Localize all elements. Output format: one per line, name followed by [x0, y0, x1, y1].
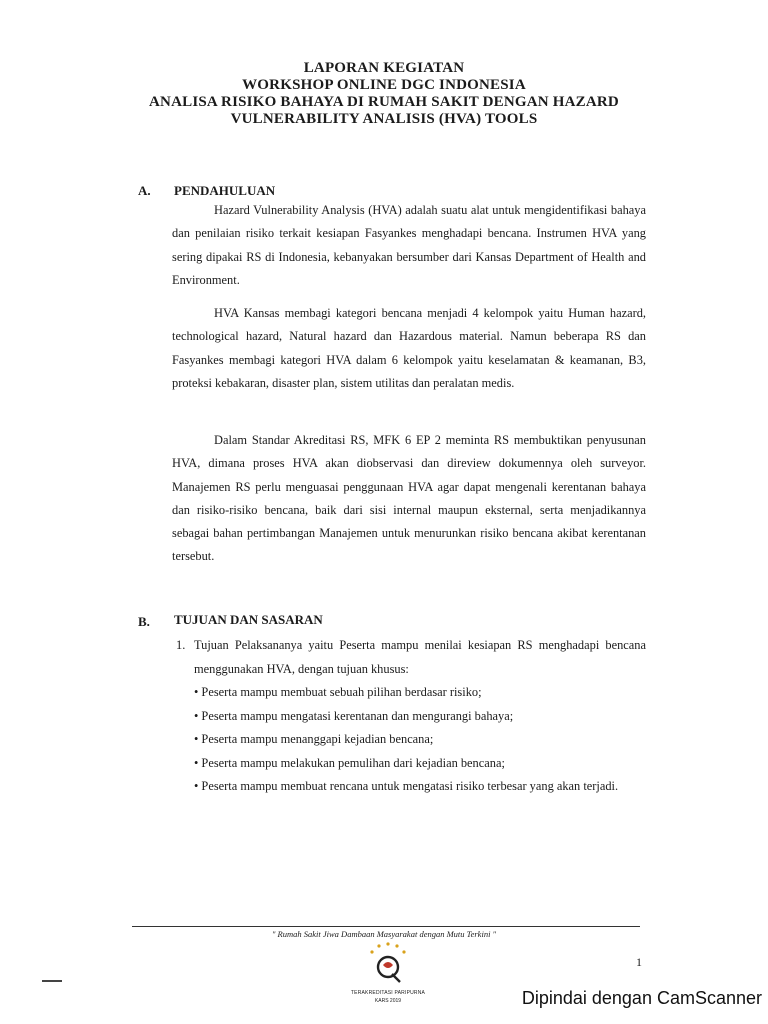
section-b-heading: TUJUAN DAN SASARAN [174, 612, 323, 627]
objective-intro: Tujuan Pelaksananya yaitu Peserta mampu menilai kesiapan RS menghadapi bencana menggunakan HVA, dengan tujuan khusus: [194, 638, 646, 676]
page-number: 1 [636, 955, 642, 969]
accreditation-logo-icon [364, 941, 412, 987]
title-line-3: ANALISA RISIKO BAHAYA DI RUMAH SAKIT DENGAN HAZARD [149, 94, 619, 110]
scanner-watermark: Dipindai dengan CamScanner [521, 988, 762, 1008]
logo-year: KARS 2019 [374, 998, 402, 1004]
section-a-paragraph-1: Hazard Vulnerability Analysis (HVA) adalah suatu alat untuk mengidentifikasi bahaya dan penilaian risiko terkait kesiapan Fasyankes menghadapi bencana. Instrumen HVA yang sering dipakai RS di Indonesia, kebanyakan bersumber dari Kansas Department of Health and Environment. [172, 203, 646, 287]
title-line-2: WORKSHOP ONLINE DGC INDONESIA [242, 77, 526, 93]
objective-body [194, 634, 646, 799]
objective-bullet: • Peserta mampu membuat sebuah pilihan berdasar risiko; [194, 685, 482, 699]
section-a-paragraph-3: Dalam Standar Akreditasi RS, MFK 6 EP 2 meminta RS membuktikan penyusunan HVA, dimana proses HVA akan diobservasi dan direview dokumennya oleh surveyor. Manajemen RS perlu menguasai penggunaan HVA agar dapat mengenali kerentanan bahaya dan risiko-risiko bencana, baik dari sisi internal maupun eksternal, serta menjadikannya sebagai bahan pertimbangan Manajemen untuk menurunkan risiko bencana akibat kerentanan tersebut. [172, 433, 646, 564]
document-title [0, 60, 768, 128]
title-line-4: VULNERABILITY ANALISIS (HVA) TOOLS [230, 111, 538, 127]
section-a-heading: PENDAHULUAN [174, 183, 276, 198]
objective-number: 1. [176, 638, 186, 652]
objective-bullet: • Peserta mampu membuat rencana untuk mengatasi risiko terbesar yang akan terjadi. [194, 779, 619, 793]
footer-divider [132, 926, 640, 927]
section-a-letter: A. [138, 183, 151, 198]
footer-motto: " Rumah Sakit Jiwa Dambaan Masyarakat dengan Mutu Terkini " [271, 929, 497, 939]
objective-bullet: • Peserta mampu melakukan pemulihan dari kejadian bencana; [194, 755, 505, 770]
section-a-paragraph-2: HVA Kansas membagi kategori bencana menjadi 4 kelompok yaitu Human hazard, technological hazard, Natural hazard dan Hazardous material. Namun beberapa RS dan Fasyankes membagi kategori HVA dalam 6 kelompok yaitu keselamatan & keamanan, B3, proteksi kebakaran, disaster plan, sistem utilitas dan peralatan medis. [172, 306, 646, 390]
title-line-1: LAPORAN KEGIATAN [303, 60, 465, 76]
section-b-letter: B. [138, 614, 150, 629]
logo-caption: TERAKREDITASI PARIPURNA [350, 990, 426, 996]
scan-edge-mark [42, 980, 62, 982]
objective-bullet: • Peserta mampu menanggapi kejadian bencana; [194, 732, 434, 746]
objective-bullet: • Peserta mampu mengatasi kerentanan dan mengurangi bahaya; [194, 708, 514, 723]
